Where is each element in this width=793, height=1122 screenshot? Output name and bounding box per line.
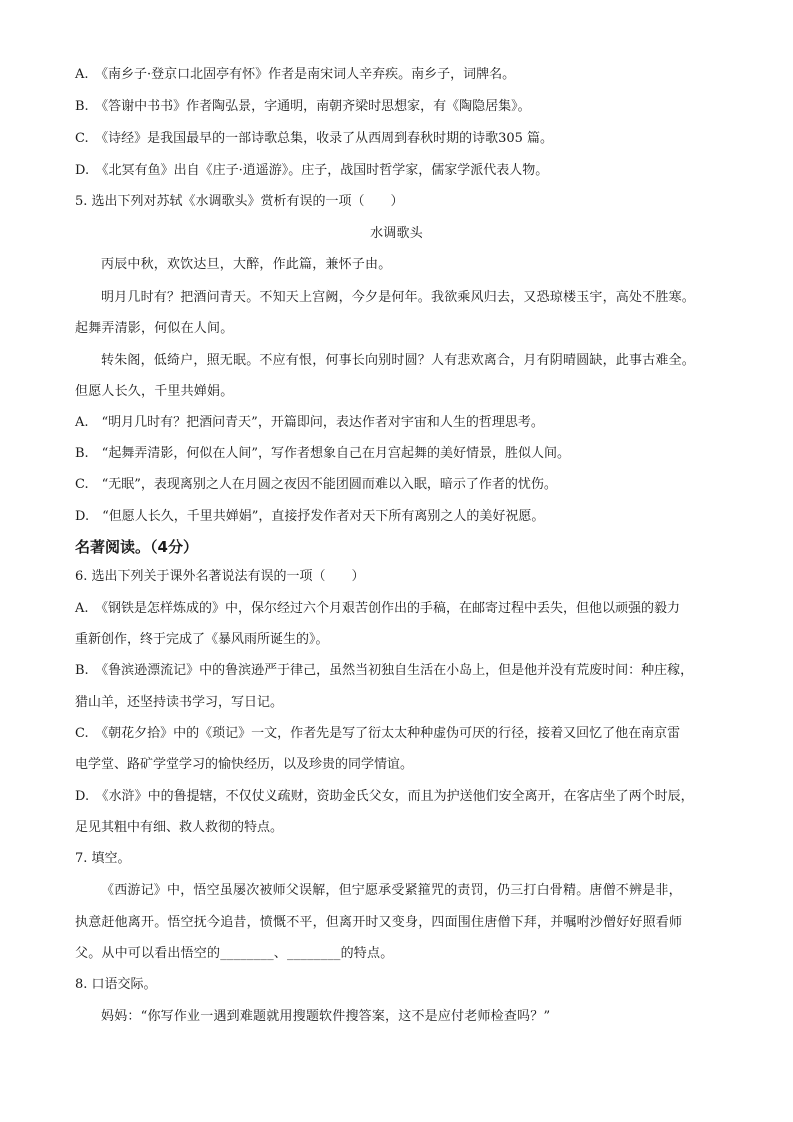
- poem-title: 水调歌头: [370, 226, 423, 241]
- q5-option-a: A. “明月几时有？把酒问青天”，开篇即问，表达作者对宇宙和人生的哲理思考。: [75, 415, 544, 430]
- q6-option-a-line-2: 重新创作，终于完成了《暴风雨所诞生的》。: [75, 632, 329, 647]
- q6-option-b-line-2: 猎山羊，还坚持读书学习，写日记。: [75, 695, 284, 710]
- q5-option-d: D. “但愿人长久，千里共婵娟”，直接抒发作者对天下所有离别之人的美好祝愿。: [75, 509, 545, 524]
- q4-option-b: B. 《答谢中书书》作者陶弘景，字通明，南朝齐梁时思想家，有《陶隐居集》。: [75, 99, 531, 114]
- q4-option-c: C. 《诗经》是我国最早的一部诗歌总集，收录了从西周到春秋时期的诗歌305 篇。: [75, 131, 554, 146]
- q7-passage-line-3: 父。从中可以看出悟空的________、________的特点。: [75, 946, 394, 961]
- q5-stem: 5. 选出下列对苏轼《水调歌头》赏析有误的一项（ ）: [75, 194, 404, 209]
- q4-option-a: A. 《南乡子·登京口北固亭有怀》作者是南宋词人辛弃疾。南乡子，词牌名。: [75, 67, 516, 82]
- q6-stem: 6. 选出下列关于课外名著说法有误的一项（ ）: [75, 569, 365, 584]
- q5-option-b: B. “起舞弄清影，何似在人间”，写作者想象自己在月宫起舞的美好情景，胜似人间。: [75, 446, 570, 461]
- q6-option-c-line-1: C. 《朝花夕拾》中的《琐记》一文，作者先是写了衍太太种种虚伪可厌的行径，接着又回忆了他在南京雷: [75, 726, 681, 741]
- q6-option-c-line-2: 电学堂、路矿学堂学习的愉快经历，以及珍贵的同学情谊。: [75, 757, 414, 772]
- q6-option-d-line-1: D. 《水浒》中的鲁提辖，不仅仗义疏财，资助金氏父女，而且为护送他们安全离开，在客店坐了两个时辰，: [75, 789, 694, 804]
- q5-option-c: C. “无眠”，表现离别之人在月圆之夜因不能团圆而难以入眠，暗示了作者的忧伤。: [75, 477, 557, 492]
- q7-passage-line-1: 《西游记》中，悟空虽屡次被师父误解，但宁愿承受紧箍咒的责罚，仍三打白骨精。唐僧不辨是非，: [101, 883, 682, 898]
- poem-stanza-1-line-1: 明月几时有？把酒问青天。不知天上宫阙，今夕是何年。我欲乘风归去，又恐琼楼玉宇，高处不胜寒。: [101, 290, 696, 305]
- q6-option-d-line-2: 足见其粗中有细、救人救彻的特点。: [75, 820, 284, 835]
- q8-stem: 8. 口语交际。: [75, 977, 157, 992]
- q8-dialogue-line-1: 妈妈：“你写作业一遇到难题就用搜题软件搜答案，这不是应付老师检查吗？”: [101, 1009, 551, 1024]
- q6-option-b-line-1: B. 《鲁滨逊漂流记》中的鲁滨逊严于律己，虽然当初独自生活在小岛上，但是他并没有荒废时间：种庄稼，: [75, 663, 694, 678]
- q6-option-a-line-1: A. 《钢铁是怎样炼成的》中，保尔经过六个月艰苦创作出的手稿，在邮寄过程中丢失，但他以顽强的毅力: [75, 601, 681, 616]
- poem-stanza-2-line-1: 转朱阁，低绮户，照无眠。不应有恨，何事长向别时圆？人有悲欢离合，月有阴晴圆缺，此事古难全。: [101, 353, 696, 368]
- poem-stanza-2-line-2: 但愿人长久，千里共婵娟。: [75, 384, 234, 399]
- q4-option-d: D. 《北冥有鱼》出自《庄子·逍遥游》。庄子，战国时哲学家，儒家学派代表人物。: [75, 163, 549, 178]
- q7-stem: 7. 填空。: [75, 851, 131, 866]
- poem-preface: 丙辰中秋，欢饮达旦，大醉，作此篇，兼怀子由。: [101, 257, 392, 272]
- poem-stanza-1-line-2: 起舞弄清影，何似在人间。: [75, 321, 234, 336]
- section-heading: 名著阅读。（4分）: [75, 538, 198, 556]
- q7-passage-line-2: 执意赶他离开。悟空抚今追昔，愤慨不平，但离开时又变身，四面围住唐僧下拜，并嘱咐沙僧好好照看师: [75, 915, 683, 930]
